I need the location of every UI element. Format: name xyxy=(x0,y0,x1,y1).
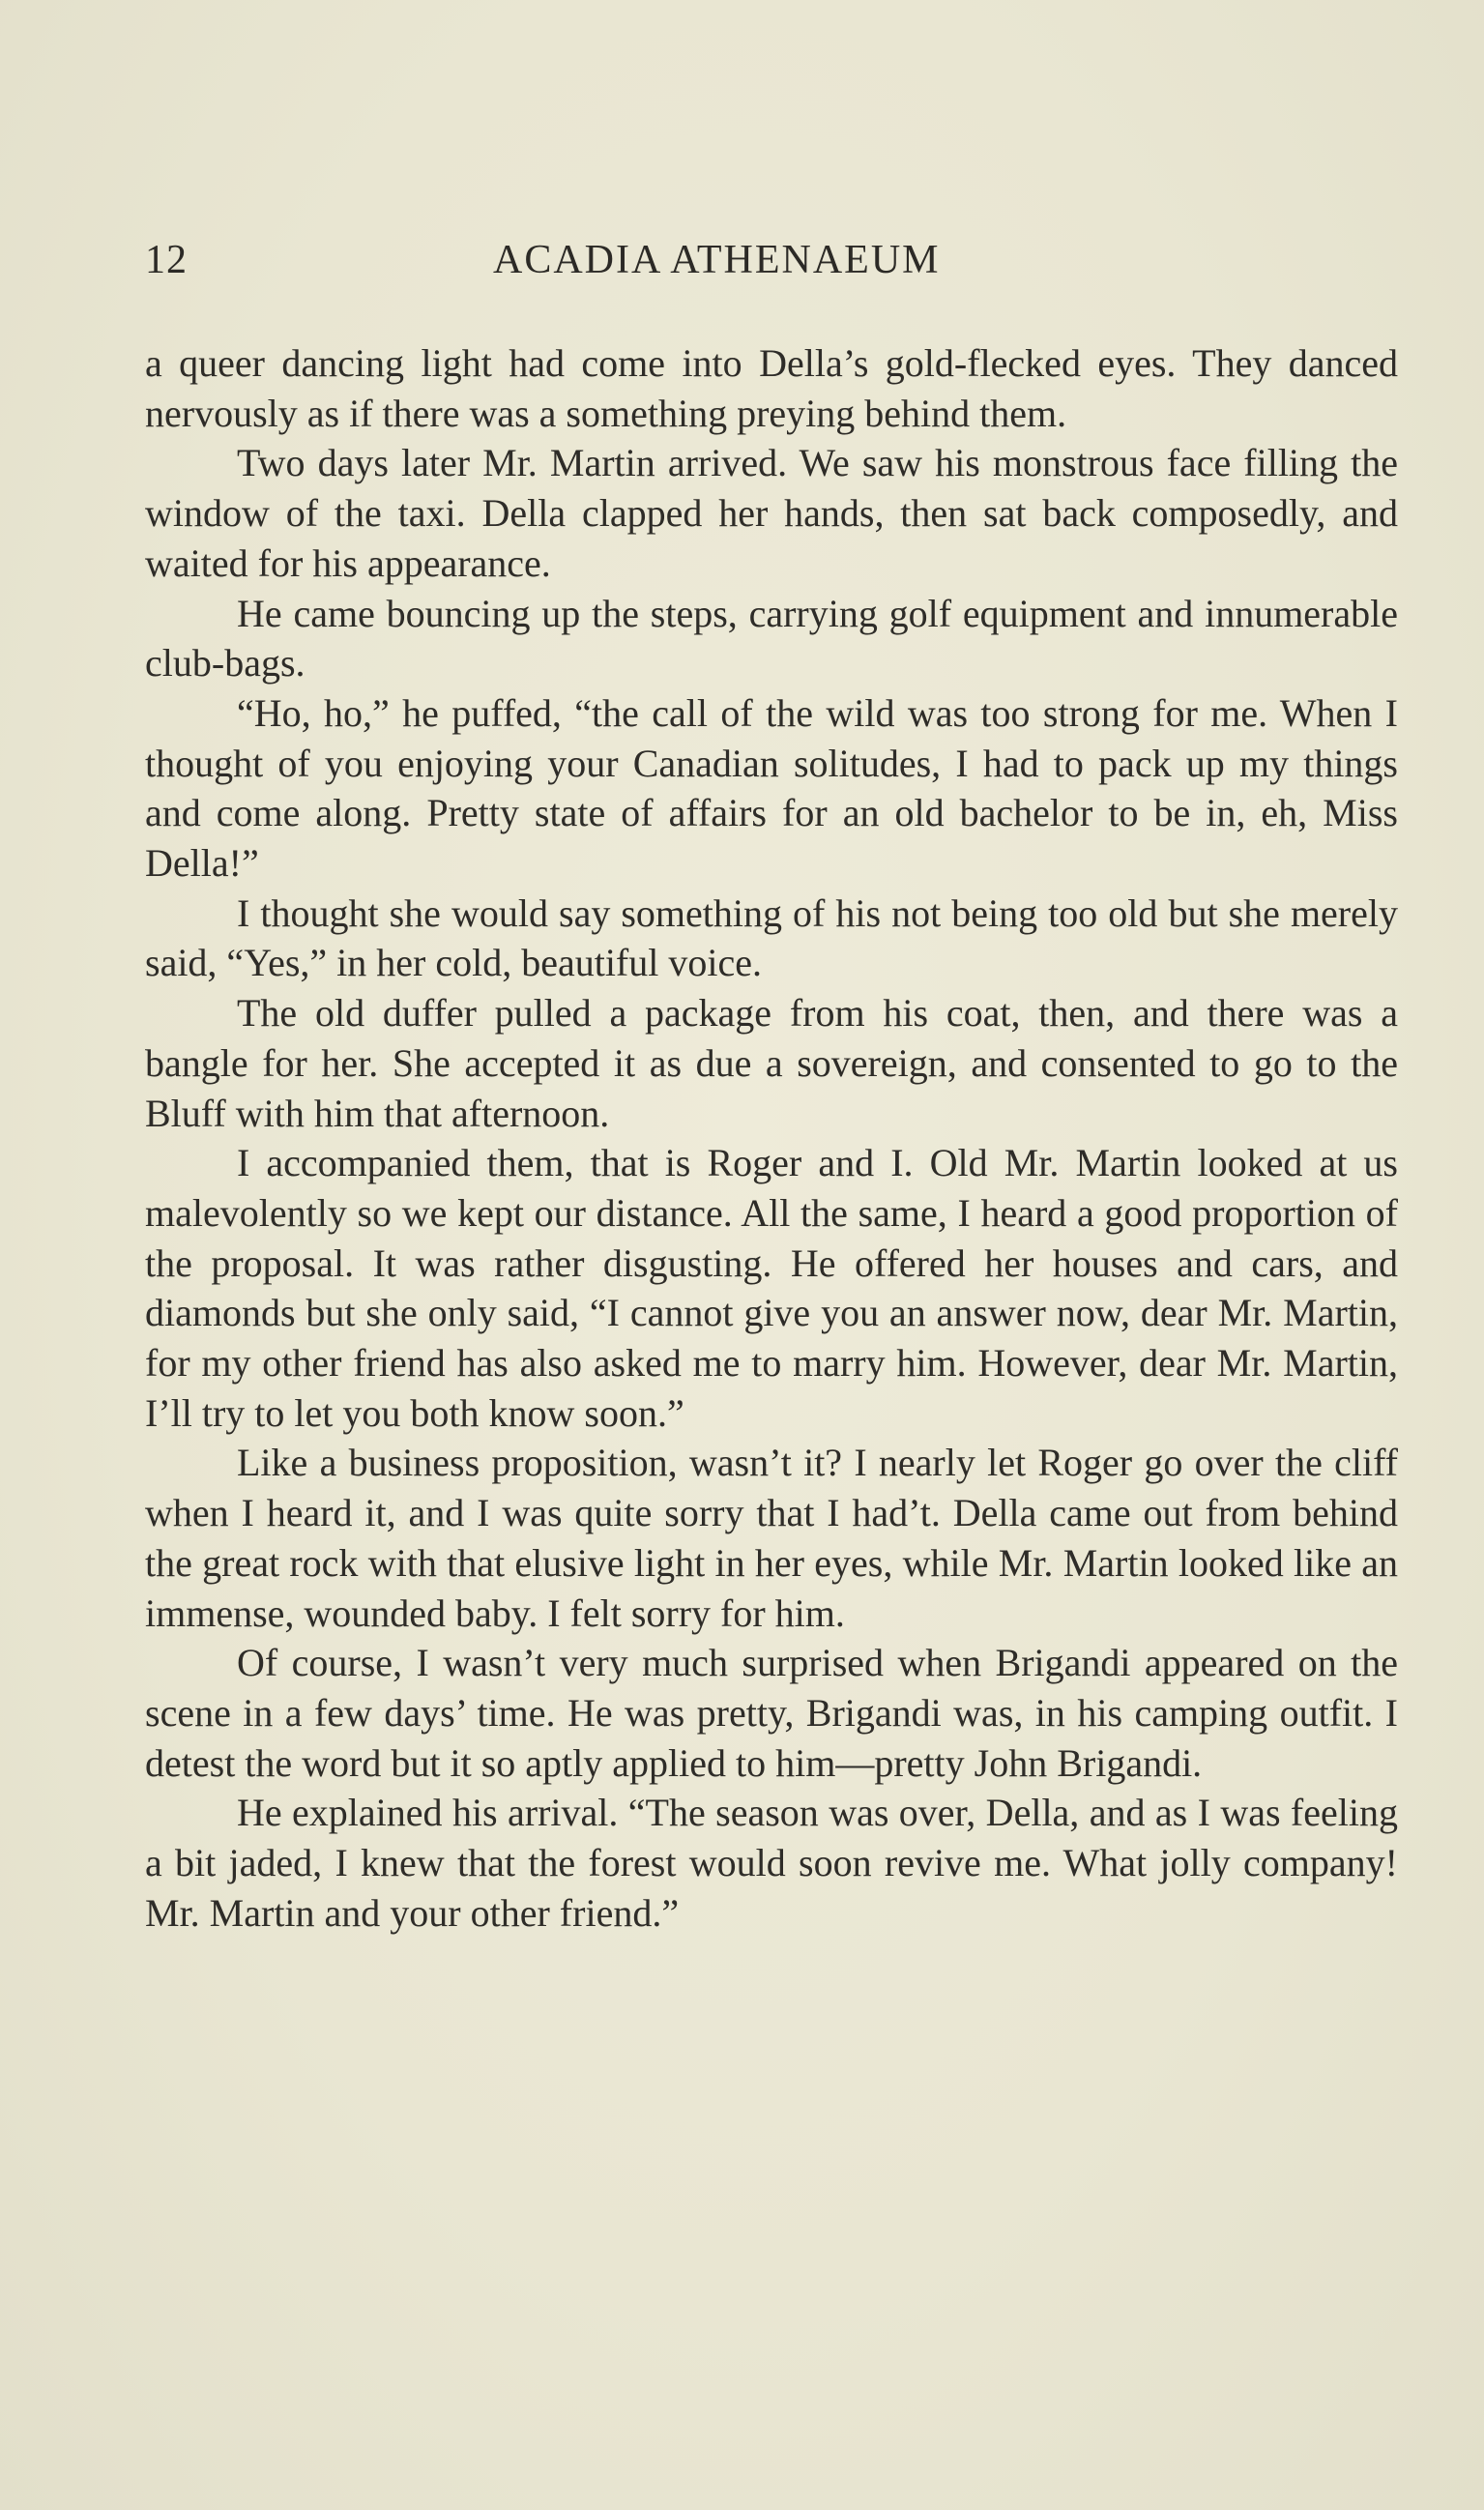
paragraph: a queer dancing light had come into Della’s gold-flecked eyes. They danced nervously as if there was a something preying behind them. xyxy=(145,341,1398,435)
paragraph: The old duffer pulled a package from his coat, then, and there was a bangle for her. She accepted it as due a sovereign, and consented to go to the Bluff with him that afternoon. xyxy=(145,991,1398,1135)
paragraph: I accompanied them, that is Roger and I. Old Mr. Martin looked at us malevolently so we kept our distance. All the same, I heard a good proportion of the proposal. It was rather disgusting. He offered her houses and cars, and diamonds but she only said, “I cannot give you an answer now, dear Mr. Martin, for my other friend has also asked me to marry him. However, dear Mr. Martin, I’ll try to let you both know soon.” xyxy=(145,1141,1398,1435)
paragraph: He came bouncing up the steps, carrying golf equipment and innumerable club-bags. xyxy=(145,591,1398,686)
paragraph: I thought she would say something of his not being too old but she merely said, “Yes,” in her cold, beautiful voice. xyxy=(145,890,1398,985)
paragraph: Two days later Mr. Martin arrived. We saw his monstrous face filling the window of the taxi. Della clapped her hands, then sat back composedly, and waited for his appearance. xyxy=(145,441,1398,585)
body-text xyxy=(145,338,1398,1939)
paragraph: He explained his arrival. “The season was over, Della, and as I was feeling a bit jaded, I knew that the forest would soon revive me. What jolly company! Mr. Martin and your other friend.” xyxy=(145,1791,1398,1935)
page-header xyxy=(145,237,1402,295)
paragraph: Of course, I wasn’t very much surprised when Brigandi appeared on the scene in a few days’ time. He was pretty, Brigandi was, in his camping outfit. I detest the word but it so aptly applied to him—pretty John Brigandi. xyxy=(145,1641,1398,1785)
paragraph: Like a business proposition, wasn’t it? I nearly let Roger go over the cliff when I heard it, and I was quite sorry that I had’t. Della came out from behind the great rock with that elusive light in her eyes, while Mr. Martin looked like an immense, wounded baby. I felt sorry for him. xyxy=(145,1441,1398,1635)
paragraph: “Ho, ho,” he puffed, “the call of the wild was too strong for me. When I thought of you enjoying your Canadian solitudes, I had to pack up my things and come along. Pretty state of affairs for an old bachelor to be in, eh, Miss Della!” xyxy=(145,690,1398,886)
running-title: ACADIA ATHENAEUM xyxy=(493,238,941,282)
page-number: 12 xyxy=(145,238,188,282)
